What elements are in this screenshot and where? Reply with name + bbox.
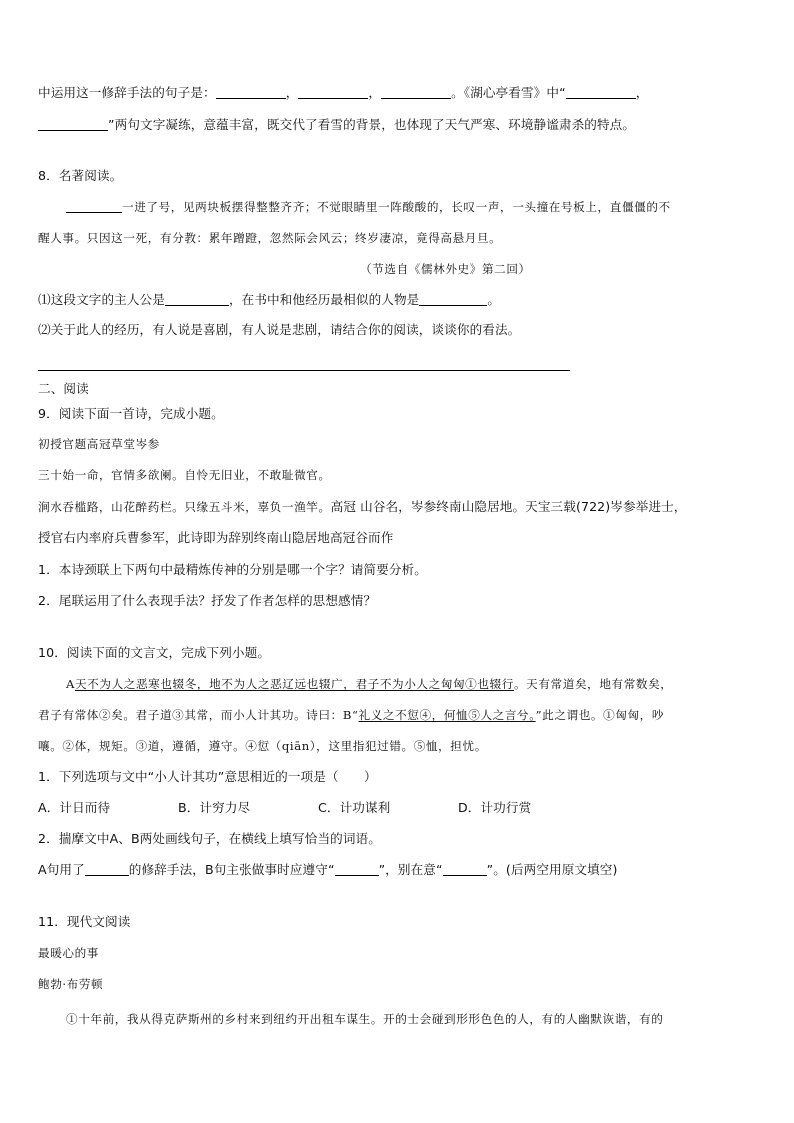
answer-blank[interactable]	[381, 85, 451, 99]
answer-blank[interactable]	[38, 117, 108, 131]
answer-blank[interactable]	[335, 862, 379, 876]
q10-sub-2: 2．揣摩文中A、B两处画线句子，在横线上填写恰当的词语。	[38, 831, 381, 846]
q9-poem-title: 初授官题高冠草堂岑参	[38, 437, 160, 451]
essay-title: 最暖心的事	[38, 946, 99, 960]
option-a[interactable]: A．计日而待	[38, 800, 111, 815]
q9-title: 9．阅读下面一首诗，完成小题。	[38, 406, 224, 421]
underlined-sentence-b: 礼义之不愆④，何恤⑤人之言兮。	[358, 708, 536, 722]
answer-blank[interactable]	[443, 862, 487, 876]
answer-blank[interactable]	[419, 292, 487, 306]
q8-passage-line-1: 一进了号，见两块板摆得整整齐齐；不觉眼睛里一阵酸酸的，长叹一声，一头撞在号板上，直僵僵的不	[66, 199, 671, 215]
q7-line-1: 中运用这一修辞手法的句子是： ， ， 。《湖心亭看雪》中“ ，	[38, 85, 649, 100]
underlined-sentence-a: 天不为人之恶寒也辍冬，地不为人之恶辽远也辍广，君子不为小人之匈匈①也辍行	[74, 677, 514, 691]
q10-passage-line-2: 君子有常体②矣。君子道③其常，而小人计其功。诗曰：B“礼义之不愆④，何恤⑤人之言兮。”此之谓也。①匈匈，吵	[38, 708, 665, 722]
answer-blank[interactable]	[298, 85, 368, 99]
q7-text: 中运用这一修辞手法的句子是：	[38, 85, 216, 100]
answer-blank[interactable]	[216, 85, 286, 99]
q10-options	[38, 800, 598, 816]
answer-line[interactable]	[38, 370, 570, 371]
q8-sub-2: ⑵关于此人的经历，有人说是喜剧，有人说是悲剧，请结合你的阅读，谈谈你的看法。	[38, 322, 521, 337]
q8-source: （节选自《儒林外史》第二回）	[360, 262, 531, 276]
option-b[interactable]: B．计穷力尽	[178, 800, 251, 815]
section-title: 二、阅读	[38, 381, 89, 396]
q10-passage-line-1: A天不为人之恶寒也辍冬，地不为人之恶辽远也辍广，君子不为小人之匈匈①也辍行。天有常道矣，地有常数矣，	[66, 677, 673, 691]
q7-line-2: ”两句文字凝练，意蕴丰富，既交代了看雪的背景，也体现了天气严寒、环境静谧肃杀的特点。	[38, 117, 635, 133]
answer-blank[interactable]	[66, 199, 122, 213]
q9-note-line: 授官右内率府兵曹参军，此诗即为辞别终南山隐居地高冠谷而作	[38, 530, 394, 545]
answer-blank[interactable]	[85, 862, 129, 876]
q9-sub-2: 2．尾联运用了什么表现手法？抒发了作者怎样的思想感情？	[38, 593, 377, 608]
q8-title: 8．名著阅读。	[38, 168, 123, 183]
essay-author: 鲍勃·布劳顿	[38, 977, 104, 991]
q9-sub-1: 1．本诗颈联上下两句中最精炼传神的分别是哪一个字？请简要分析。	[38, 562, 427, 577]
q9-poem-line-1: 三十始一命，官情多欲阑。自怜无旧业，不敢耻微官。	[38, 468, 331, 482]
q10-sub-2-fill: A句用了 的修辞手法，B句主张做事时应遵守“ ”，别在意“ ”。(后两空用原文填空)	[38, 862, 618, 877]
essay-paragraph-1: ①十年前，我从得克萨斯州的乡村来到纽约开出租车谋生。开的士会碰到形形色色的人，有的人幽默诙谐，有的	[66, 1012, 664, 1026]
q10-sub-1: 1．下列选项与文中“小人计其功”意思相近的一项是（ ）	[38, 769, 377, 784]
q10-title: 10．阅读下面的文言文，完成下列小题。	[38, 645, 271, 660]
q9-poem-line-2: 涧水吞槛路，山花醉药栏。只缘五斗米，辜负一渔竿。高冠 山谷名，岑参终南山隐居地。天宝三载(722)岑参举进士，	[38, 499, 687, 514]
answer-blank[interactable]	[566, 85, 636, 99]
q11-title: 11．现代文阅读	[38, 914, 131, 929]
answer-blank[interactable]	[165, 292, 229, 306]
option-d[interactable]: D．计功行赏	[458, 800, 532, 815]
q10-passage-line-3: 嚷。②体，规矩。③道，遵循，遵守。④愆（qiān），这里指犯过错。⑤恤，担忧。	[38, 739, 487, 753]
q8-passage-line-2: 醒人事。只因这一死，有分教：累年蹭蹬，忽然际会风云；终岁凄凉，竟得高悬月旦。	[38, 231, 502, 245]
q8-sub-1: ⑴这段文字的主人公是 ，在书中和他经历最相似的人物是 。	[38, 292, 501, 307]
option-c[interactable]: C．计功谋利	[318, 800, 391, 815]
